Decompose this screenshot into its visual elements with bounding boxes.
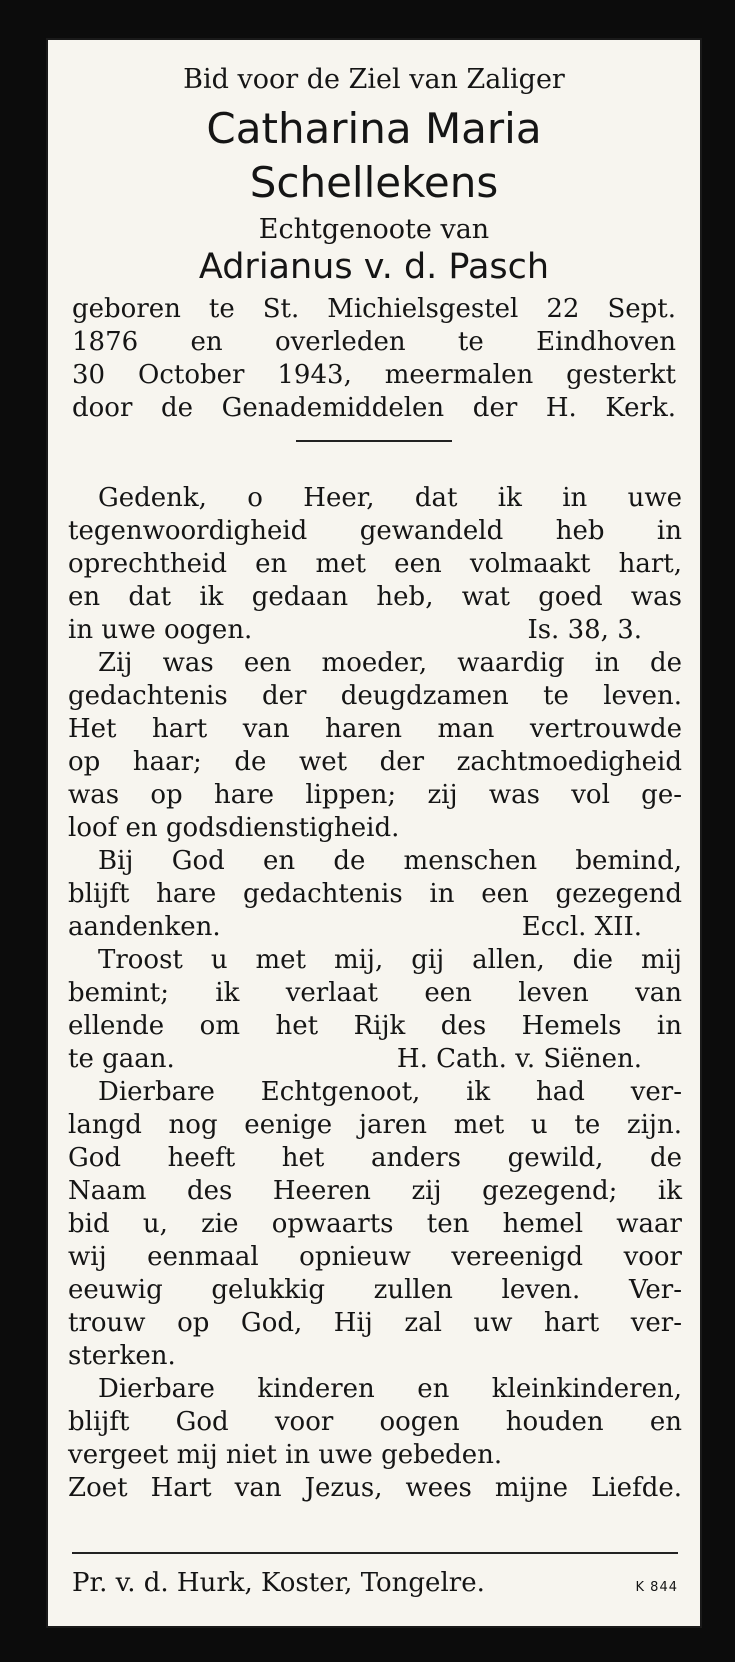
verse-text: in uwe oogen. <box>68 615 253 645</box>
spouse-label: Echtgenoote van <box>258 214 490 245</box>
verse-line: eeuwig gelukkig zullen leven. Ver- <box>68 1275 682 1305</box>
verse-line: was op hare lippen; zij was vol ge- <box>68 780 682 810</box>
verse-line: Dierbare kinderen en kleinkinderen, <box>98 1374 682 1404</box>
bio-line: 1876 en overleden te Eindhoven <box>72 327 676 357</box>
verse-line: blijft God voor oogen houden en <box>68 1407 682 1437</box>
prayer-heading: Bid voor de Ziel van Zaliger <box>183 64 565 95</box>
verse-line: sterken. <box>68 1341 176 1371</box>
bio-line: 30 October 1943, meermalen gesterkt <box>72 360 676 390</box>
verse-text: aandenken. <box>68 912 221 942</box>
verse-line: op haar; de wet der zachtmoedigheid <box>68 747 682 777</box>
verse-line: vergeet mij niet in uwe gebeden. <box>68 1440 503 1470</box>
bio-line: geboren te St. Michielsgestel 22 Sept. <box>72 294 676 324</box>
deceased-name-first: Catharina Maria <box>206 104 542 153</box>
verse-line: blijft hare gedachtenis in een gezegend <box>68 879 682 909</box>
verse-line: wij eenmaal opnieuw vereenigd voor <box>68 1242 682 1272</box>
verse-line: Naam des Heeren zij gezegend; ik <box>68 1176 682 1206</box>
verse-line: tegenwoordigheid gewandeld heb in <box>68 516 682 546</box>
verse-line: bemint; ik verlaat een leven van <box>68 978 682 1008</box>
verse-line: bid u, zie opwaarts ten hemel waar <box>68 1209 682 1239</box>
closing-invocation: Zoet Hart van Jezus, wees mijne Liefde. <box>68 1473 682 1503</box>
verse-line: oprechtheid en met een volmaakt hart, <box>68 549 682 579</box>
verse-line: God heeft het anders gewild, de <box>68 1143 682 1173</box>
print-code: K 844 <box>635 1580 678 1595</box>
verse-line: Het hart van haren man vertrouwde <box>68 714 682 744</box>
verse-line: Zij was een moeder, waardig in de <box>98 648 682 678</box>
verse-line: Troost u met mij, gij allen, die mij <box>98 945 682 975</box>
spouse-name: Adrianus v. d. Pasch <box>198 247 550 287</box>
divider-rule <box>296 440 452 442</box>
scripture-reference: Eccl. XII. <box>521 912 642 942</box>
verse-text: te gaan. <box>68 1044 175 1074</box>
memorial-card <box>46 38 702 1628</box>
printer-credit: Pr. v. d. Hurk, Koster, Tongelre. <box>72 1568 485 1598</box>
verse-line: Bij God en de menschen bemind, <box>98 846 682 876</box>
verse-line-with-reference <box>68 914 682 940</box>
verse-line: trouw op God, Hij zal uw hart ver- <box>68 1308 682 1338</box>
verse-line-with-reference <box>68 1046 682 1072</box>
verse-line: en dat ik gedaan heb, wat goed was <box>68 582 682 612</box>
scripture-reference: Is. 38, 3. <box>527 615 642 645</box>
verse-line: langd nog eenige jaren met u te zijn. <box>68 1110 682 1140</box>
verse-line: Gedenk, o Heer, dat ik in uwe <box>98 483 682 513</box>
saint-reference: H. Cath. v. Siënen. <box>396 1044 642 1074</box>
footer-rule <box>72 1552 678 1554</box>
deceased-name-last: Schellekens <box>249 158 499 207</box>
verse-line-with-reference <box>68 617 682 643</box>
verse-line: Dierbare Echtgenoot, ik had ver- <box>98 1077 682 1107</box>
verse-line: loof en godsdienstigheid. <box>68 813 400 843</box>
verse-line: ellende om het Rijk des Hemels in <box>68 1011 682 1041</box>
printer-footer <box>72 1568 678 1598</box>
bio-line: door de Genademiddelen der H. Kerk. <box>72 393 676 423</box>
verse-line: gedachtenis der deugdzamen te leven. <box>68 681 682 711</box>
